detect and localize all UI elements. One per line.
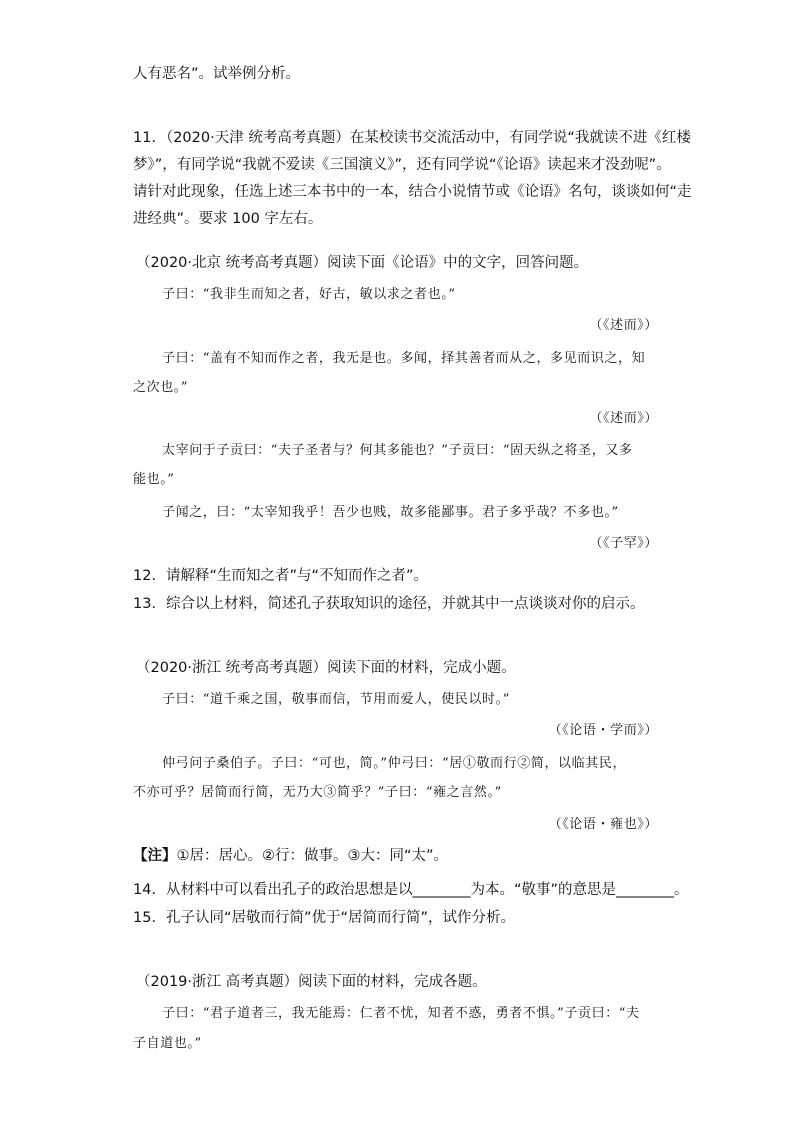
quote-source: （《述而》）: [589, 411, 658, 426]
question-15: 15．孔子认同“居敬而行简”优于“居简而行简”，试作分析。: [133, 910, 515, 926]
quote-line: 子曰：“道千乘之国，敬事而信，节用而爱人，使民以时。”: [162, 692, 510, 707]
quote-line: 不亦可乎？居简而行简，无乃大③简乎？”子曰：“雍之言然。”: [133, 785, 502, 800]
question-11-line-1: 11．（2020·天津 统考高考真题）在某校读书交流活动中，有同学说“我就读不进《红楼: [133, 130, 691, 146]
quote-source: （《论语・雍也》）: [548, 817, 658, 832]
quote-line: 之次也。”: [133, 380, 189, 395]
text-line: 人有恶名”。试举例分析。: [133, 66, 301, 82]
question-14: 14．从材料中可以看出孔子的政治思想是以________为本。“敬事”的意思是________。: [133, 882, 689, 898]
question-11-line-3: 请针对此现象，任选上述三本书中的一本，结合小说情节或《论语》名句，谈谈如何“走: [133, 184, 692, 200]
quote-source: （《子罕》）: [589, 536, 658, 551]
quote-line: 子闻之，曰：“太宰知我乎！吾少也贱，故多能鄙事。君子多乎哉？不多也。”: [162, 505, 619, 520]
question-11-line-4: 进经典”。要求 100 字左右。: [133, 211, 323, 227]
annotation-note: [133, 846, 663, 866]
section-intro-beijing: （2020·北京 统考高考真题）阅读下面《论语》中的文字，回答问题。: [136, 255, 589, 271]
quote-line: 子曰：“君子道者三，我无能焉：仁者不忧，知者不惑，勇者不惧。”子贡曰：“夫: [162, 1006, 640, 1021]
quote-source: （《论语・学而》）: [548, 723, 658, 738]
question-11-line-2: 梦》”，有同学说“我就不爱读《三国演义》”，还有同学说“《论语》读起来才没劲呢”。: [133, 157, 671, 173]
quote-line: 子曰：“盖有不知而作之者，我无是也。多闻，择其善者而从之，多见而识之，知: [162, 351, 646, 366]
section-intro-zhejiang-2020: （2020·浙江 统考高考真题）阅读下面的材料，完成小题。: [136, 660, 516, 676]
quote-line: 能也。”: [133, 472, 175, 487]
quote-line: 子自道也。”: [133, 1036, 202, 1051]
question-13: 13．综合以上材料，简述孔子获取知识的途径，并就其中一点谈谈对你的启示。: [133, 596, 645, 612]
note-label: 【注】: [133, 848, 177, 864]
quote-line: 子曰：“我非生而知之者，好古，敏以求之者也。”: [162, 287, 456, 302]
note-text: ①居：居心。②行：做事。③大：同“太”。: [176, 848, 449, 864]
quote-line: 仲弓问子桑伯子。子曰：“可也，简。”仲弓曰：“居①敬而行②简，以临其民，: [162, 756, 627, 771]
quote-source: （《述而》）: [589, 318, 658, 333]
question-12: 12．请解释“生而知之者”与“不知而作之者”。: [133, 568, 428, 584]
section-intro-zhejiang-2019: （2019·浙江 高考真题）阅读下面的材料，完成各题。: [136, 974, 487, 990]
quote-line: 太宰问于子贡曰：“夫子圣者与？何其多能也？”子贡曰：“固天纵之将圣，又多: [162, 443, 633, 458]
